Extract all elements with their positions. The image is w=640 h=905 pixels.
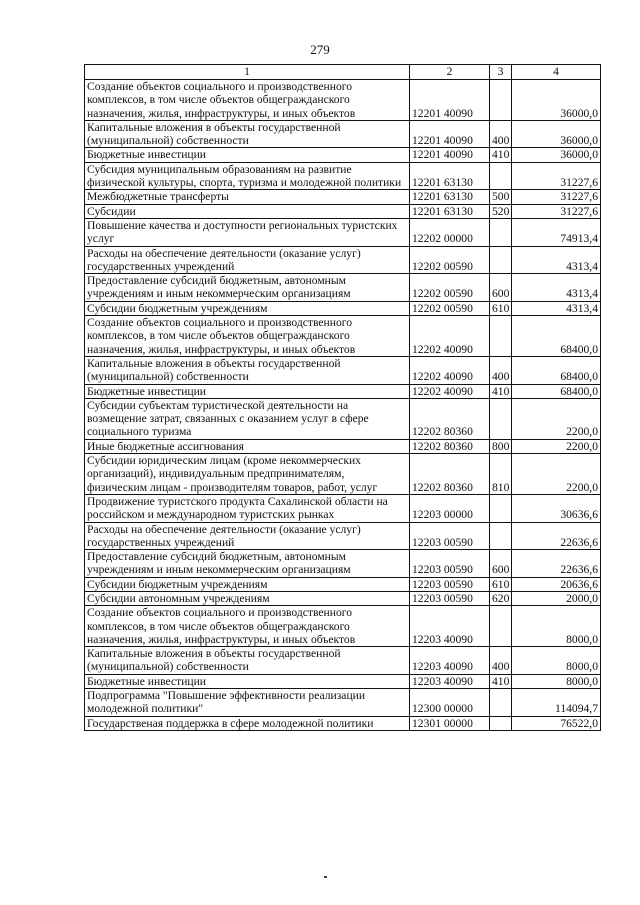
row-code-cell: 12202 40090: [410, 356, 490, 384]
row-type-cell: 600: [490, 274, 512, 302]
row-amount-cell: 68400,0: [512, 356, 601, 384]
table-row: [85, 591, 601, 605]
row-type-cell: 410: [490, 148, 512, 162]
row-name-cell: Государственая поддержка в сфере молодежной политики: [85, 716, 410, 730]
row-type-cell: [490, 80, 512, 121]
row-type-cell: 800: [490, 439, 512, 453]
row-type-cell: [490, 162, 512, 190]
row-amount-cell: 31227,6: [512, 190, 601, 204]
table-row: [85, 301, 601, 315]
row-code-cell: 12202 00590: [410, 301, 490, 315]
row-code-cell: 12203 40090: [410, 606, 490, 647]
row-type-cell: 410: [490, 384, 512, 398]
page-number: 279: [310, 42, 330, 57]
row-type-cell: 520: [490, 204, 512, 218]
row-name-cell: Субсидии юридическим лицам (кроме некоммерческих организаций), индивидуальным предпринимателям, физическим лицам - производителям товаров, работ, услуг: [85, 454, 410, 495]
table-row: [85, 716, 601, 730]
row-code-cell: 12203 00590: [410, 522, 490, 550]
row-code-cell: 12203 40090: [410, 647, 490, 675]
row-code-cell: 12203 00590: [410, 550, 490, 578]
row-amount-cell: 31227,6: [512, 204, 601, 218]
row-code-cell: 12202 80360: [410, 439, 490, 453]
table-row: [85, 550, 601, 578]
row-name-cell: Расходы на обеспечение деятельности (оказание услуг) государственных учреждений: [85, 522, 410, 550]
row-amount-cell: 74913,4: [512, 218, 601, 246]
table-row: [85, 577, 601, 591]
row-type-cell: 410: [490, 674, 512, 688]
table-row: [85, 439, 601, 453]
table-row: [85, 384, 601, 398]
row-type-cell: 400: [490, 120, 512, 148]
row-name-cell: Межбюджетные трансферты: [85, 190, 410, 204]
row-code-cell: 12202 00590: [410, 246, 490, 274]
row-name-cell: Субсидии автономным учреждениям: [85, 591, 410, 605]
row-name-cell: Предоставление субсидий бюджетным, автономным учреждениям и иным некоммерческим организациям: [85, 274, 410, 302]
row-code-cell: 12202 00000: [410, 218, 490, 246]
row-name-cell: Субсидии бюджетным учреждениям: [85, 301, 410, 315]
header-col-type: 3: [490, 65, 512, 80]
row-name-cell: Создание объектов социального и производственного комплексов, в том числе объектов общегражданского назначения, жилья, инфраструктуры, и иных объектов: [85, 606, 410, 647]
row-type-cell: 610: [490, 577, 512, 591]
row-name-cell: Субсидии бюджетным учреждениям: [85, 577, 410, 591]
table-body: [85, 80, 601, 731]
row-amount-cell: 30636,6: [512, 494, 601, 522]
row-amount-cell: 2200,0: [512, 439, 601, 453]
table-row: [85, 190, 601, 204]
row-code-cell: 12201 40090: [410, 148, 490, 162]
row-amount-cell: 36000,0: [512, 148, 601, 162]
row-name-cell: Капитальные вложения в объекты государственной (муниципальной) собственности: [85, 120, 410, 148]
row-name-cell: Бюджетные инвестиции: [85, 674, 410, 688]
row-amount-cell: 68400,0: [512, 384, 601, 398]
row-code-cell: 12203 40090: [410, 674, 490, 688]
header-col-code: 2: [410, 65, 490, 80]
header-col-amount: 4: [512, 65, 601, 80]
row-code-cell: 12301 00000: [410, 716, 490, 730]
table-row: [85, 274, 601, 302]
table-row: [85, 356, 601, 384]
row-amount-cell: 2200,0: [512, 454, 601, 495]
row-type-cell: 400: [490, 356, 512, 384]
row-code-cell: 12300 00000: [410, 689, 490, 717]
row-code-cell: 12203 00590: [410, 591, 490, 605]
row-type-cell: [490, 316, 512, 357]
row-amount-cell: 4313,4: [512, 301, 601, 315]
table-row: [85, 204, 601, 218]
row-code-cell: 12202 80360: [410, 398, 490, 439]
row-type-cell: [490, 398, 512, 439]
row-amount-cell: 36000,0: [512, 120, 601, 148]
row-name-cell: Иные бюджетные ассигнования: [85, 439, 410, 453]
row-amount-cell: 4313,4: [512, 274, 601, 302]
row-type-cell: 810: [490, 454, 512, 495]
row-name-cell: Субсидия муниципальным образованиям на развитие физической культуры, спорта, туризма и молодежной политики: [85, 162, 410, 190]
row-name-cell: Продвижение туристского продукта Сахалинской области на российском и международном туристских рынках: [85, 494, 410, 522]
row-code-cell: 12202 80360: [410, 454, 490, 495]
table-row: [85, 148, 601, 162]
row-code-cell: 12201 63130: [410, 162, 490, 190]
header-col-name: 1: [85, 65, 410, 80]
row-amount-cell: 76522,0: [512, 716, 601, 730]
row-amount-cell: 20636,6: [512, 577, 601, 591]
row-amount-cell: 22636,6: [512, 550, 601, 578]
row-code-cell: 12201 40090: [410, 120, 490, 148]
row-code-cell: 12202 40090: [410, 384, 490, 398]
table-row: [85, 522, 601, 550]
table-header: [85, 65, 601, 80]
row-name-cell: Бюджетные инвестиции: [85, 384, 410, 398]
row-amount-cell: 8000,0: [512, 647, 601, 675]
row-name-cell: Субсидии: [85, 204, 410, 218]
table-row: [85, 689, 601, 717]
row-name-cell: Подпрограмма "Повышение эффективности реализации молодежной политики": [85, 689, 410, 717]
row-code-cell: 12203 00000: [410, 494, 490, 522]
row-name-cell: Повышение качества и доступности региональных туристских услуг: [85, 218, 410, 246]
table-row: [85, 80, 601, 121]
table-row: [85, 647, 601, 675]
table-row: [85, 606, 601, 647]
row-amount-cell: 8000,0: [512, 674, 601, 688]
table-row: [85, 218, 601, 246]
row-name-cell: Расходы на обеспечение деятельности (оказание услуг) государственных учреждений: [85, 246, 410, 274]
row-code-cell: 12201 63130: [410, 204, 490, 218]
row-amount-cell: 8000,0: [512, 606, 601, 647]
row-type-cell: 500: [490, 190, 512, 204]
row-name-cell: Капитальные вложения в объекты государственной (муниципальной) собственности: [85, 647, 410, 675]
row-amount-cell: 68400,0: [512, 316, 601, 357]
table-row: [85, 454, 601, 495]
row-type-cell: 600: [490, 550, 512, 578]
row-amount-cell: 36000,0: [512, 80, 601, 121]
row-name-cell: Создание объектов социального и производственного комплексов, в том числе объектов общегражданского назначения, жилья, инфраструктуры, и иных объектов: [85, 80, 410, 121]
table-row: [85, 120, 601, 148]
row-amount-cell: 22636,6: [512, 522, 601, 550]
row-code-cell: 12201 40090: [410, 80, 490, 121]
table-row: [85, 674, 601, 688]
row-name-cell: Создание объектов социального и производственного комплексов, в том числе объектов общегражданского назначения, жилья, инфраструктуры, и иных объектов: [85, 316, 410, 357]
row-code-cell: 12202 40090: [410, 316, 490, 357]
row-type-cell: 620: [490, 591, 512, 605]
row-name-cell: Предоставление субсидий бюджетным, автономным учреждениям и иным некоммерческим организациям: [85, 550, 410, 578]
table-row: [85, 494, 601, 522]
row-name-cell: Субсидии субъектам туристической деятельности на возмещение затрат, связанных с оказанием услуг в сфере социального туризма: [85, 398, 410, 439]
row-amount-cell: 114094,7: [512, 689, 601, 717]
row-type-cell: [490, 689, 512, 717]
row-code-cell: 12203 00590: [410, 577, 490, 591]
table-row: [85, 316, 601, 357]
row-type-cell: [490, 606, 512, 647]
row-type-cell: 400: [490, 647, 512, 675]
row-type-cell: [490, 494, 512, 522]
row-type-cell: [490, 716, 512, 730]
table-row: [85, 162, 601, 190]
row-code-cell: 12202 00590: [410, 274, 490, 302]
header-row: [85, 65, 601, 80]
row-type-cell: [490, 218, 512, 246]
row-name-cell: Капитальные вложения в объекты государственной (муниципальной) собственности: [85, 356, 410, 384]
row-name-cell: Бюджетные инвестиции: [85, 148, 410, 162]
row-type-cell: [490, 522, 512, 550]
row-amount-cell: 4313,4: [512, 246, 601, 274]
row-amount-cell: 2200,0: [512, 398, 601, 439]
row-amount-cell: 2000,0: [512, 591, 601, 605]
footer-mark: [324, 876, 327, 878]
budget-table: [84, 64, 601, 731]
row-code-cell: 12201 63130: [410, 190, 490, 204]
row-type-cell: 610: [490, 301, 512, 315]
row-type-cell: [490, 246, 512, 274]
table-row: [85, 246, 601, 274]
table-row: [85, 398, 601, 439]
row-amount-cell: 31227,6: [512, 162, 601, 190]
